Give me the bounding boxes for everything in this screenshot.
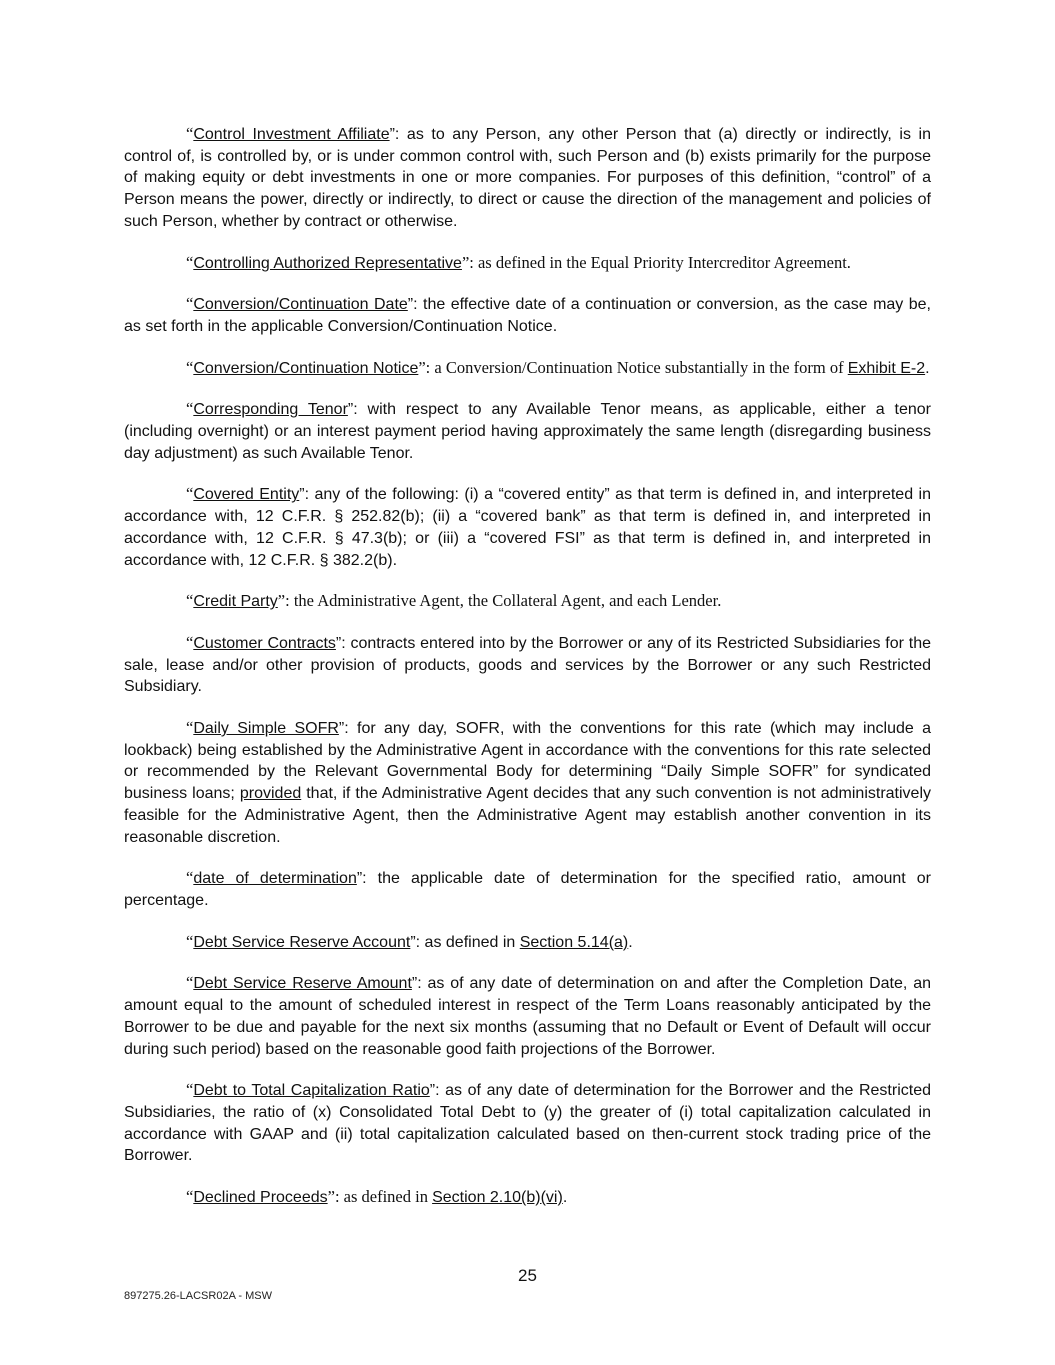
exhibit-reference-link[interactable]: Exhibit E-2 [847,359,926,377]
definition-text: ”: for any day, SOFR, with the conventions for this rate (which may include a lookback) being established by the Administrative Agent in accordance with the conventions for this rate selected or recommended by the Relevant Governmental Body for determining “Daily Simple SOFR” for syndicated business loans; [124,720,931,803]
defined-term: Control Investment Affiliate [193,126,390,143]
page-body [124,123,931,1228]
defined-term: Debt Service Reserve Amount [193,975,412,993]
defined-term: date of determination [193,870,357,888]
provided-emphasis: provided [239,785,302,803]
defined-term: Debt to Total Capitalization Ratio [193,1082,430,1100]
defined-term: Conversion/Continuation Notice [193,359,419,377]
definition-credit-party: “Credit Party”: the Administrative Agent, the Collateral Agent, and each Lender. [186,591,722,611]
page-number: 25 [518,1266,537,1285]
definition-text: ”: contracts entered into by the Borrower or any of its Restricted Subsidiaries for the sale, lease and/or other provision of products, goods and services by the Borrower or any such Restricted Subsidiary. [124,634,931,696]
definition-debt-to-total-capitalization-ratio: “Debt to Total Capitalization Ratio”: as of any date of determination for the Borrower and the Restricted Subsidiaries, the ratio of (x) Consolidated Total Debt to (y) the greater of (i) total capitalization calculated in accordance with GAAP and (ii) total capitalization calculated based on then-current stock trading price of the Borrower. [124,1080,931,1165]
definition-controlling-authorized-representative: “Controlling Authorized Representative”: as defined in the Equal Priority Intercreditor Agreement. [186,252,851,272]
definition-text: ”: a Conversion/Continuation Notice substantially in the form of [418,357,848,377]
definition-text: ”: as to any Person, any other Person that (a) directly or indirectly, is in control of, is controlled by, or is under common control with, such Person and (b) exists primarily for the purpose of making equity or debt investments in one or more companies. For purposes of this definition, “control” of a Person means the power, directly or indirectly, to direct or cause the direction of the management and policies of such Person, whether by contract or otherwise. [124,126,931,230]
defined-term: Daily Simple SOFR [193,720,339,738]
definition-text: ”: as of any date of determination for the Borrower and the Restricted Subsidiaries, the ratio of (x) Consolidated Total Debt to (y) the greater of (i) total capitalization calculated in accordance with GAAP and (ii) total capitalization calculated based on then-current stock trading price of the Borrower. [124,1082,931,1165]
definition-text: that, if the Administrative Agent decides that any such convention is not administratively feasible for the Administrative Agent, then the Administrative Agent may establish another convention in its reasonable discretion. [124,785,932,846]
definition-daily-simple-sofr: “Daily Simple SOFR”: for any day, SOFR, with the conventions for this rate (which may include a lookback) being established by the Administrative Agent in accordance with the conventions for this rate selected or recommended by the Relevant Governmental Body for determining “Daily Simple SOFR” for syndicated business loans; provided that, if the Administrative Agent decides that any such convention is not administratively feasible for the Administrative Agent, then the Administrative Agent may establish another convention in its reasonable discretion. [124,718,932,846]
defined-term: Credit Party [193,593,278,611]
document-id: 897275.26-LACSR02A - MSW [124,1290,272,1302]
defined-term: Conversion/Continuation Date [193,296,408,314]
defined-term: Corresponding Tenor [193,401,348,419]
definition-covered-entity: “Covered Entity”: any of the following: (i) a “covered entity” as that term is defined in, and interpreted in accordance with, 12 C.F.R. § 252.82(b); (ii) a “covered bank” as that term is defined in, and interpreted in accordance with, 12 C.F.R. § 47.3(b); or (iii) a “covered FSI” as that term is defined in, and interpreted in accordance with, 12 C.F.R. § 382.2(b). [124,484,932,569]
definition-conversion-continuation-date: “Conversion/Continuation Date”: the effective date of a continuation or conversion, as the case may be, as set forth in the applicable Conversion/Continuation Notice. [124,294,931,335]
definition-text: ”: the Administrative Agent, the Collateral Agent, and each Lender. [277,591,722,611]
defined-term: Controlling Authorized Representative [193,254,462,272]
definition-text: . [562,1189,568,1207]
definition-text: ”: as defined in [410,933,520,951]
definition-text: ”: as defined in the Equal Priority Intercreditor Agreement. [461,252,851,272]
definition-text: ”: the applicable date of determination for the specified ratio, amount or percentage. [124,870,931,909]
definition-text: . [628,933,633,951]
definition-corresponding-tenor: “Corresponding Tenor”: with respect to any Available Tenor means, as applicable, either a tenor (including overnight) or an interest payment period having approximately the same length (disregarding business day adjustment) as such Available Tenor. [124,399,931,462]
definition-date-of-determination: “date of determination”: the applicable date of determination for the specified ratio, amount or percentage. [124,868,931,909]
definition-text: ”: with respect to any Available Tenor means, as applicable, either a tenor (including overnight) or an interest payment period having approximately the same length (disregarding business day adjustment) as such Available Tenor. [124,401,931,462]
definition-text: ”: any of the following: (i) a “covered entity” as that term is defined in, and interpreted in accordance with, 12 C.F.R. § 252.82(b); (ii) a “covered bank” as that term is defined in, and interpreted in accordance with, 12 C.F.R. § 47.3(b); or (iii) a “covered FSI” as that term is defined in, and interpreted in accordance with, 12 C.F.R. § 382.2(b). [124,486,932,569]
definition-debt-service-reserve-amount: “Debt Service Reserve Amount”: as of any date of determination on and after the Completion Date, an amount equal to the amount of scheduled interest in respect of the Term Loans reasonably anticipated by the Borrower to be due and payable for the next six months (assuming that no Default or Event of Default will occur during such period) based on the reasonable good faith projections of the Borrower. [124,973,931,1058]
defined-term: Customer Contracts [193,634,336,652]
definition-debt-service-reserve-account: “Debt Service Reserve Account”: as defined in Section 5.14(a). [186,931,633,951]
defined-term: Covered Entity [193,486,300,504]
definition-customer-contracts: “Customer Contracts”: contracts entered into by the Borrower or any of its Restricted Subsidiaries for the sale, lease and/or other provision of products, goods and services by the Borrower or any such Restricted Subsidiary. [124,632,931,696]
definition-conversion-continuation-notice: “Conversion/Continuation Notice”: a Conversion/Continuation Notice substantially in the form of Exhibit E-2. [186,357,930,377]
definition-text: ”: as defined in [327,1187,433,1207]
definition-text: ”: as of any date of determination on and after the Completion Date, an amount equal to the amount of scheduled interest in respect of the Term Loans reasonably anticipated by the Borrower to be due and payable for the next six months (assuming that no Default or Event of Default will occur during such period) based on the reasonable good faith projections of the Borrower. [124,975,931,1058]
definition-control-investment-affiliate: “Control Investment Affiliate”: as to any Person, any other Person that (a) directly or indirectly, is in control of, is controlled by, or is under common control with, such Person and (b) exists primarily for the purpose of making equity or debt investments in one or more companies. For purposes of this definition, “control” of a Person means the power, directly or indirectly, to direct or cause the direction of the management and policies of such Person, whether by contract or otherwise. [124,124,931,230]
defined-term: Debt Service Reserve Account [193,933,411,951]
definition-text: ”: the effective date of a continuation or conversion, as the case may be, as set forth in the applicable Conversion/Continuation Notice. [124,296,931,335]
definition-declined-proceeds: “Declined Proceeds”: as defined in Section 2.10(b)(vi). [186,1187,568,1207]
section-reference-link[interactable]: Section 5.14(a) [519,933,629,951]
defined-term: Declined Proceeds [193,1189,328,1207]
section-reference-link[interactable]: Section 2.10(b)(vi) [432,1189,563,1207]
definition-text: . [925,359,930,377]
